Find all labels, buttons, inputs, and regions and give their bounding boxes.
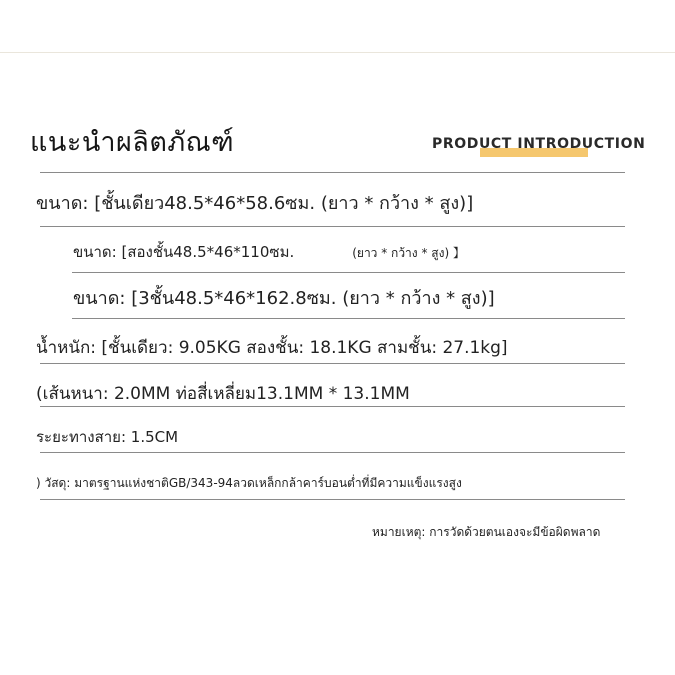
header-divider [40, 172, 625, 173]
weight-line: น้ำหนัก: [ชั้นเดียว: 9.05KG สองชั้น: 18.1KG สามชั้น: 27.1kg] [36, 338, 508, 358]
spec-divider [40, 499, 625, 500]
material-line: ) วัสดุ: มาตรฐานแห่งชาติGB/343-94ลวดเหล็กกล้าคาร์บอนต่ำที่มีความแข็งแรงสูง [36, 476, 462, 490]
spec-divider [72, 318, 625, 319]
spec-divider [40, 363, 625, 364]
spec-divider [40, 406, 625, 407]
size-triple-layer: ขนาด: [3ชั้น48.5*46*162.8ซม. (ยาว * กว้าง * สูง)] [73, 288, 495, 309]
spec-divider [72, 272, 625, 273]
size-double-layer [73, 240, 465, 264]
spec-divider [40, 226, 625, 227]
page-title: แนะนำผลิตภัณฑ์ [30, 127, 235, 158]
wire-spacing-line: ระยะทางสาย: 1.5CM [36, 428, 179, 446]
page-subtitle: PRODUCT INTRODUCTION [432, 136, 646, 152]
size-single-layer: ขนาด: [ชั้นเดียว48.5*46*58.6ซม. (ยาว * กว้าง * สูง)] [36, 193, 474, 214]
size-double-layer-units: (ยาว * กว้าง * สูง) 】 [352, 246, 465, 260]
spec-divider [40, 452, 625, 453]
size-double-layer-main: ขนาด: [สองชั้น48.5*46*110ซม. [73, 243, 295, 261]
top-divider [0, 52, 675, 53]
measurement-note: หมายเหตุ: การวัดด้วยตนเองจะมีข้อผิดพลาด [372, 525, 601, 539]
wire-thickness-line: (เส้นหนา: 2.0MM ท่อสี่เหลี่ยม13.1MM * 13.1MM [36, 384, 410, 404]
